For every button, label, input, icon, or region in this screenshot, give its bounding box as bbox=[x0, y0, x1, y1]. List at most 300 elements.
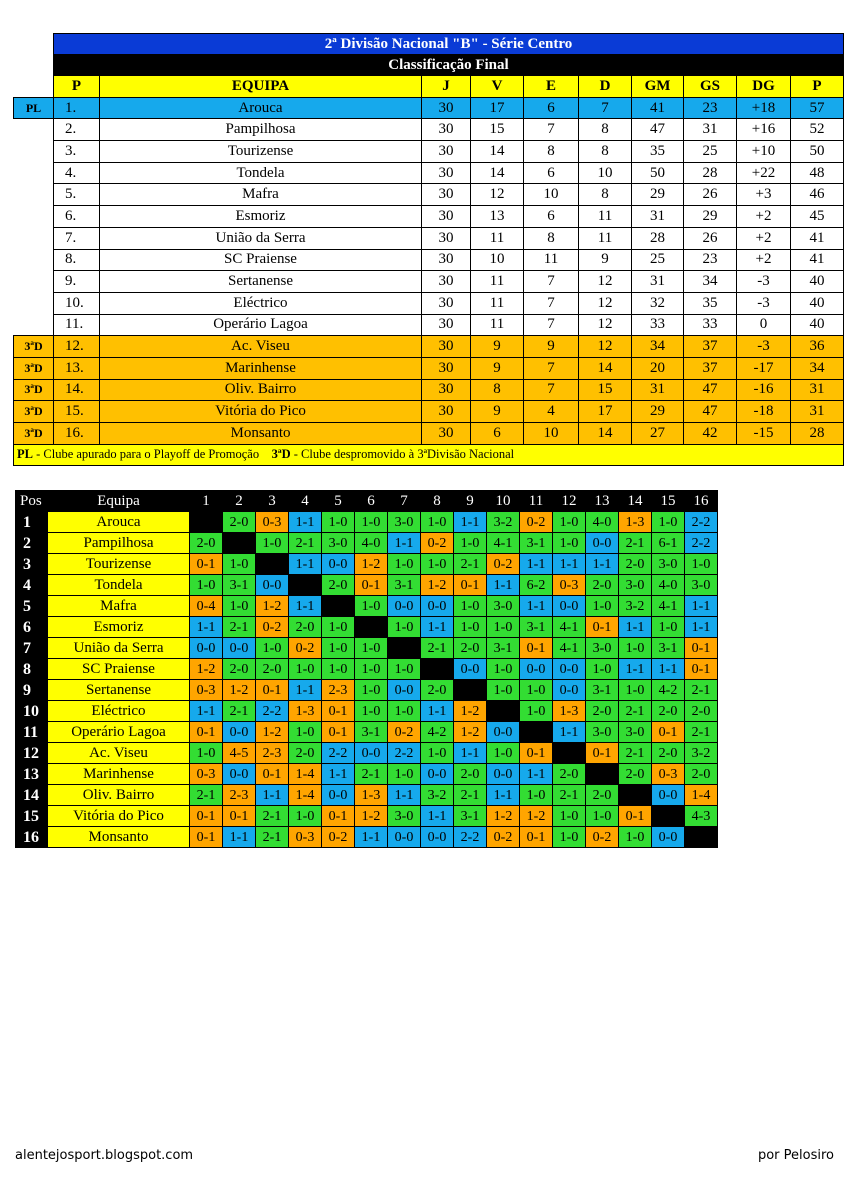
match-result: 1-0 bbox=[289, 722, 322, 743]
stat-gm: 29 bbox=[632, 401, 684, 423]
match-result: 1-3 bbox=[553, 701, 586, 722]
stat-v: 11 bbox=[471, 314, 524, 336]
empty-badge-cell bbox=[14, 314, 54, 336]
match-result: 1-1 bbox=[190, 701, 223, 722]
matrix-pos: 6 bbox=[16, 617, 48, 638]
standings-row bbox=[14, 206, 844, 228]
match-result: 0-1 bbox=[322, 722, 355, 743]
match-result: 0-0 bbox=[355, 743, 388, 764]
match-result: 3-0 bbox=[619, 575, 652, 596]
match-result: 1-1 bbox=[553, 722, 586, 743]
stat-j: 30 bbox=[422, 249, 471, 271]
match-result: 1-0 bbox=[652, 512, 685, 533]
match-result: 3-0 bbox=[322, 533, 355, 554]
team-cell: Mafra bbox=[100, 184, 422, 206]
match-result: 4-2 bbox=[421, 722, 454, 743]
stat-dg: -16 bbox=[737, 379, 791, 401]
match-result: 1-0 bbox=[619, 638, 652, 659]
stat-gs: 33 bbox=[684, 314, 737, 336]
match-result: 1-0 bbox=[256, 533, 289, 554]
stat-gs: 34 bbox=[684, 271, 737, 293]
match-result: 1-0 bbox=[256, 638, 289, 659]
match-result: 0-2 bbox=[487, 554, 520, 575]
match-result: 2-0 bbox=[685, 701, 718, 722]
stat-gs: 29 bbox=[684, 206, 737, 228]
matrix-row bbox=[16, 659, 718, 680]
match-result: 1-0 bbox=[355, 701, 388, 722]
match-result: 0-2 bbox=[421, 533, 454, 554]
title-row bbox=[14, 34, 844, 55]
match-result: 0-4 bbox=[190, 596, 223, 617]
standings-row bbox=[14, 336, 844, 358]
match-result: 1-0 bbox=[487, 680, 520, 701]
matrix-col-number: 8 bbox=[421, 491, 454, 512]
matrix-header-row bbox=[16, 491, 718, 512]
match-result: 1-2 bbox=[454, 701, 487, 722]
stat-v: 10 bbox=[471, 249, 524, 271]
stat-e: 9 bbox=[524, 336, 579, 358]
standings-row bbox=[14, 119, 844, 141]
position-cell: 10. bbox=[54, 292, 100, 314]
match-result: 2-0 bbox=[586, 701, 619, 722]
stat-d: 8 bbox=[579, 184, 632, 206]
match-result: 3-1 bbox=[586, 680, 619, 701]
empty-badge-cell bbox=[14, 271, 54, 293]
team-cell: Eléctrico bbox=[100, 292, 422, 314]
stat-p: 36 bbox=[791, 336, 844, 358]
match-result: 0-3 bbox=[190, 680, 223, 701]
match-result: 3-0 bbox=[388, 512, 421, 533]
match-result: 1-0 bbox=[322, 512, 355, 533]
stat-p: 46 bbox=[791, 184, 844, 206]
match-result: 1-0 bbox=[487, 617, 520, 638]
match-result: 3-0 bbox=[586, 638, 619, 659]
matrix-self-cell bbox=[553, 743, 586, 764]
match-result: 1-0 bbox=[355, 512, 388, 533]
match-result: 2-1 bbox=[289, 533, 322, 554]
match-result: 1-0 bbox=[355, 659, 388, 680]
match-result: 1-2 bbox=[355, 806, 388, 827]
match-result: 2-3 bbox=[322, 680, 355, 701]
matrix-team: SC Praiense bbox=[48, 659, 190, 680]
match-result: 1-1 bbox=[289, 596, 322, 617]
position-cell: 14. bbox=[54, 379, 100, 401]
standings-header-row bbox=[14, 76, 844, 98]
position-cell: 3. bbox=[54, 141, 100, 163]
position-cell: 16. bbox=[54, 423, 100, 445]
match-result: 0-1 bbox=[652, 722, 685, 743]
team-cell: Oliv. Bairro bbox=[100, 379, 422, 401]
team-cell: União da Serra bbox=[100, 227, 422, 249]
stat-v: 17 bbox=[471, 97, 524, 119]
matrix-col-number: 16 bbox=[685, 491, 718, 512]
matrix-row bbox=[16, 806, 718, 827]
match-result: 0-2 bbox=[586, 827, 619, 848]
stat-v: 11 bbox=[471, 227, 524, 249]
stat-e: 6 bbox=[524, 206, 579, 228]
matrix-team: Marinhense bbox=[48, 764, 190, 785]
matrix-team: Oliv. Bairro bbox=[48, 785, 190, 806]
match-result: 1-3 bbox=[619, 512, 652, 533]
stat-p: 34 bbox=[791, 357, 844, 379]
standings-row bbox=[14, 249, 844, 271]
stat-d: 17 bbox=[579, 401, 632, 423]
match-result: 1-4 bbox=[289, 764, 322, 785]
matrix-pos: 16 bbox=[16, 827, 48, 848]
stat-dg: -3 bbox=[737, 292, 791, 314]
stat-gm: 50 bbox=[632, 162, 684, 184]
match-result: 0-0 bbox=[388, 596, 421, 617]
matrix-col-number: 4 bbox=[289, 491, 322, 512]
match-result: 1-0 bbox=[322, 659, 355, 680]
stat-gs: 31 bbox=[684, 119, 737, 141]
match-result: 3-0 bbox=[685, 575, 718, 596]
match-result: 3-1 bbox=[355, 722, 388, 743]
stat-d: 12 bbox=[579, 314, 632, 336]
position-cell: 12. bbox=[54, 336, 100, 358]
stat-gm: 29 bbox=[632, 184, 684, 206]
match-result: 2-0 bbox=[223, 512, 256, 533]
stat-v: 9 bbox=[471, 336, 524, 358]
standings-row bbox=[14, 271, 844, 293]
legend-row bbox=[14, 444, 844, 465]
match-result: 2-0 bbox=[289, 743, 322, 764]
standings-row bbox=[14, 357, 844, 379]
match-result: 2-0 bbox=[421, 680, 454, 701]
standings-subtitle: Classificação Final bbox=[54, 55, 844, 76]
col-header: GM bbox=[632, 76, 684, 98]
match-result: 1-0 bbox=[322, 638, 355, 659]
match-result: 0-0 bbox=[421, 764, 454, 785]
matrix-self-cell bbox=[454, 680, 487, 701]
match-result: 1-1 bbox=[454, 512, 487, 533]
match-result: 1-0 bbox=[322, 617, 355, 638]
match-result: 1-1 bbox=[487, 785, 520, 806]
stat-v: 11 bbox=[471, 271, 524, 293]
matrix-col-number: 13 bbox=[586, 491, 619, 512]
stat-d: 11 bbox=[579, 227, 632, 249]
match-result: 2-1 bbox=[421, 638, 454, 659]
matrix-self-cell bbox=[652, 806, 685, 827]
match-result: 3-0 bbox=[586, 722, 619, 743]
match-result: 0-0 bbox=[421, 827, 454, 848]
match-result: 2-0 bbox=[256, 659, 289, 680]
match-result: 0-3 bbox=[652, 764, 685, 785]
legend-rel-code: 3ªD bbox=[271, 447, 291, 462]
matrix-col-number: 15 bbox=[652, 491, 685, 512]
stat-gm: 35 bbox=[632, 141, 684, 163]
stat-p: 50 bbox=[791, 141, 844, 163]
position-cell: 13. bbox=[54, 357, 100, 379]
match-result: 3-1 bbox=[652, 638, 685, 659]
stat-dg: -18 bbox=[737, 401, 791, 423]
match-result: 4-5 bbox=[223, 743, 256, 764]
legend bbox=[14, 444, 844, 465]
stat-gm: 28 bbox=[632, 227, 684, 249]
match-result: 1-0 bbox=[223, 554, 256, 575]
match-result: 0-0 bbox=[256, 575, 289, 596]
match-result: 1-0 bbox=[190, 575, 223, 596]
col-header: D bbox=[579, 76, 632, 98]
matrix-row bbox=[16, 596, 718, 617]
stat-e: 4 bbox=[524, 401, 579, 423]
stat-dg: +2 bbox=[737, 227, 791, 249]
matrix-row bbox=[16, 764, 718, 785]
match-result: 1-1 bbox=[355, 827, 388, 848]
stat-d: 10 bbox=[579, 162, 632, 184]
stat-gs: 42 bbox=[684, 423, 737, 445]
match-result: 0-0 bbox=[223, 764, 256, 785]
match-result: 1-0 bbox=[454, 617, 487, 638]
match-result: 2-3 bbox=[256, 743, 289, 764]
stat-j: 30 bbox=[422, 206, 471, 228]
stat-dg: +2 bbox=[737, 249, 791, 271]
matrix-team: Ac. Viseu bbox=[48, 743, 190, 764]
match-result: 3-1 bbox=[388, 575, 421, 596]
match-result: 1-0 bbox=[520, 785, 553, 806]
stat-j: 30 bbox=[422, 141, 471, 163]
position-cell: 4. bbox=[54, 162, 100, 184]
match-result: 1-1 bbox=[553, 554, 586, 575]
matrix-col-number: 2 bbox=[223, 491, 256, 512]
stat-gs: 47 bbox=[684, 401, 737, 423]
match-result: 0-1 bbox=[520, 638, 553, 659]
match-result: 2-0 bbox=[289, 617, 322, 638]
match-result: 0-0 bbox=[421, 596, 454, 617]
matrix-self-cell bbox=[256, 554, 289, 575]
match-result: 4-0 bbox=[586, 512, 619, 533]
stat-d: 12 bbox=[579, 292, 632, 314]
match-result: 1-1 bbox=[322, 764, 355, 785]
stat-j: 30 bbox=[422, 271, 471, 293]
match-result: 1-0 bbox=[520, 701, 553, 722]
stat-e: 7 bbox=[524, 119, 579, 141]
match-result: 4-2 bbox=[652, 680, 685, 701]
match-result: 1-1 bbox=[619, 659, 652, 680]
stat-gm: 31 bbox=[632, 271, 684, 293]
matrix-self-cell bbox=[520, 722, 553, 743]
stat-e: 7 bbox=[524, 314, 579, 336]
stat-e: 7 bbox=[524, 271, 579, 293]
status-badge: 3ªD bbox=[14, 423, 54, 445]
match-result: 1-2 bbox=[223, 680, 256, 701]
team-cell: Monsanto bbox=[100, 423, 422, 445]
empty-badge-cell bbox=[14, 227, 54, 249]
stat-p: 28 bbox=[791, 423, 844, 445]
match-result: 1-3 bbox=[355, 785, 388, 806]
stat-e: 6 bbox=[524, 162, 579, 184]
empty-badge-cell bbox=[14, 184, 54, 206]
team-cell: Arouca bbox=[100, 97, 422, 119]
match-result: 2-1 bbox=[454, 785, 487, 806]
match-result: 1-1 bbox=[388, 533, 421, 554]
match-result: 1-1 bbox=[619, 617, 652, 638]
status-badge: PL bbox=[14, 97, 54, 119]
match-result: 2-1 bbox=[223, 701, 256, 722]
matrix-col-number: 6 bbox=[355, 491, 388, 512]
match-result: 0-0 bbox=[586, 533, 619, 554]
match-result: 1-1 bbox=[652, 659, 685, 680]
match-result: 0-1 bbox=[322, 701, 355, 722]
empty-badge-cell bbox=[14, 119, 54, 141]
match-result: 1-0 bbox=[586, 659, 619, 680]
match-result: 1-1 bbox=[520, 764, 553, 785]
col-header: P bbox=[54, 76, 100, 98]
match-result: 2-0 bbox=[652, 701, 685, 722]
match-result: 1-0 bbox=[355, 638, 388, 659]
match-result: 1-1 bbox=[685, 617, 718, 638]
matrix-pos: 13 bbox=[16, 764, 48, 785]
matrix-pos: 5 bbox=[16, 596, 48, 617]
matrix-pos: 10 bbox=[16, 701, 48, 722]
stat-d: 8 bbox=[579, 141, 632, 163]
team-cell: Tourizense bbox=[100, 141, 422, 163]
matrix-pos: 4 bbox=[16, 575, 48, 596]
stat-d: 8 bbox=[579, 119, 632, 141]
match-result: 1-0 bbox=[652, 617, 685, 638]
empty-badge-cell bbox=[14, 292, 54, 314]
matrix-team: Monsanto bbox=[48, 827, 190, 848]
matrix-col-number: 1 bbox=[190, 491, 223, 512]
stat-gm: 32 bbox=[632, 292, 684, 314]
team-cell: Marinhense bbox=[100, 357, 422, 379]
stat-gm: 34 bbox=[632, 336, 684, 358]
matrix-team: Pampilhosa bbox=[48, 533, 190, 554]
footer-author: por Pelosiro bbox=[757, 1148, 834, 1163]
matrix-team: Mafra bbox=[48, 596, 190, 617]
match-result: 1-1 bbox=[256, 785, 289, 806]
match-result: 0-2 bbox=[487, 827, 520, 848]
match-result: 2-0 bbox=[619, 554, 652, 575]
match-result: 2-2 bbox=[322, 743, 355, 764]
match-result: 1-1 bbox=[454, 743, 487, 764]
match-result: 3-1 bbox=[223, 575, 256, 596]
matrix-row bbox=[16, 743, 718, 764]
match-result: 0-0 bbox=[553, 659, 586, 680]
match-result: 0-1 bbox=[322, 806, 355, 827]
team-cell: Ac. Viseu bbox=[100, 336, 422, 358]
match-result: 2-1 bbox=[619, 743, 652, 764]
match-result: 0-0 bbox=[553, 596, 586, 617]
stat-gs: 23 bbox=[684, 97, 737, 119]
match-result: 2-0 bbox=[553, 764, 586, 785]
stat-d: 7 bbox=[579, 97, 632, 119]
position-cell: 1. bbox=[54, 97, 100, 119]
match-result: 3-1 bbox=[454, 806, 487, 827]
match-result: 0-2 bbox=[289, 638, 322, 659]
match-result: 1-0 bbox=[289, 659, 322, 680]
match-result: 3-2 bbox=[487, 512, 520, 533]
matrix-row bbox=[16, 680, 718, 701]
matrix-team: União da Serra bbox=[48, 638, 190, 659]
match-result: 2-2 bbox=[685, 512, 718, 533]
matrix-team: Arouca bbox=[48, 512, 190, 533]
match-result: 0-1 bbox=[223, 806, 256, 827]
stat-p: 52 bbox=[791, 119, 844, 141]
match-result: 3-2 bbox=[685, 743, 718, 764]
match-result: 1-2 bbox=[421, 575, 454, 596]
matrix-pos: 2 bbox=[16, 533, 48, 554]
stat-e: 8 bbox=[524, 141, 579, 163]
stat-j: 30 bbox=[422, 184, 471, 206]
match-result: 2-0 bbox=[586, 575, 619, 596]
match-result: 0-0 bbox=[388, 827, 421, 848]
match-result: 1-0 bbox=[454, 596, 487, 617]
team-cell: Esmoriz bbox=[100, 206, 422, 228]
stat-dg: +3 bbox=[737, 184, 791, 206]
stat-p: 40 bbox=[791, 314, 844, 336]
stat-j: 30 bbox=[422, 379, 471, 401]
matrix-team: Tourizense bbox=[48, 554, 190, 575]
stat-gs: 37 bbox=[684, 357, 737, 379]
stat-e: 7 bbox=[524, 292, 579, 314]
match-result: 0-1 bbox=[190, 722, 223, 743]
match-result: 1-0 bbox=[487, 743, 520, 764]
match-result: 3-2 bbox=[619, 596, 652, 617]
match-result: 0-1 bbox=[190, 827, 223, 848]
matrix-row bbox=[16, 533, 718, 554]
stat-gm: 27 bbox=[632, 423, 684, 445]
match-result: 0-0 bbox=[322, 554, 355, 575]
match-result: 4-3 bbox=[685, 806, 718, 827]
stat-v: 6 bbox=[471, 423, 524, 445]
matrix-self-cell bbox=[388, 638, 421, 659]
position-cell: 2. bbox=[54, 119, 100, 141]
match-result: 1-1 bbox=[421, 701, 454, 722]
stat-d: 15 bbox=[579, 379, 632, 401]
matrix-self-cell bbox=[586, 764, 619, 785]
stat-gm: 31 bbox=[632, 206, 684, 228]
match-result: 6-1 bbox=[652, 533, 685, 554]
stat-gm: 47 bbox=[632, 119, 684, 141]
matrix-self-cell bbox=[685, 827, 718, 848]
match-result: 2-0 bbox=[619, 764, 652, 785]
match-result: 1-0 bbox=[553, 827, 586, 848]
team-cell: Pampilhosa bbox=[100, 119, 422, 141]
stat-d: 11 bbox=[579, 206, 632, 228]
empty-badge-cell bbox=[14, 249, 54, 271]
matrix-self-cell bbox=[289, 575, 322, 596]
matrix-pos: 9 bbox=[16, 680, 48, 701]
stat-j: 30 bbox=[422, 292, 471, 314]
match-result: 2-2 bbox=[256, 701, 289, 722]
match-result: 0-1 bbox=[586, 743, 619, 764]
stat-d: 12 bbox=[579, 336, 632, 358]
match-result: 2-1 bbox=[454, 554, 487, 575]
stat-j: 30 bbox=[422, 423, 471, 445]
match-result: 2-1 bbox=[553, 785, 586, 806]
matrix-col-number: 14 bbox=[619, 491, 652, 512]
match-result: 3-2 bbox=[421, 785, 454, 806]
match-result: 1-2 bbox=[256, 596, 289, 617]
match-result: 1-1 bbox=[586, 554, 619, 575]
matrix-team-header: Equipa bbox=[48, 491, 190, 512]
match-result: 1-4 bbox=[685, 785, 718, 806]
match-result: 0-2 bbox=[520, 512, 553, 533]
match-result: 1-0 bbox=[355, 596, 388, 617]
match-result: 0-1 bbox=[190, 554, 223, 575]
match-result: 0-0 bbox=[652, 827, 685, 848]
match-result: 1-4 bbox=[289, 785, 322, 806]
match-result: 1-0 bbox=[388, 701, 421, 722]
standings-row bbox=[14, 97, 844, 119]
matrix-team: Vitória do Pico bbox=[48, 806, 190, 827]
stat-gs: 37 bbox=[684, 336, 737, 358]
matrix-team: Sertanense bbox=[48, 680, 190, 701]
stat-p: 40 bbox=[791, 271, 844, 293]
stat-d: 14 bbox=[579, 423, 632, 445]
stat-dg: +16 bbox=[737, 119, 791, 141]
